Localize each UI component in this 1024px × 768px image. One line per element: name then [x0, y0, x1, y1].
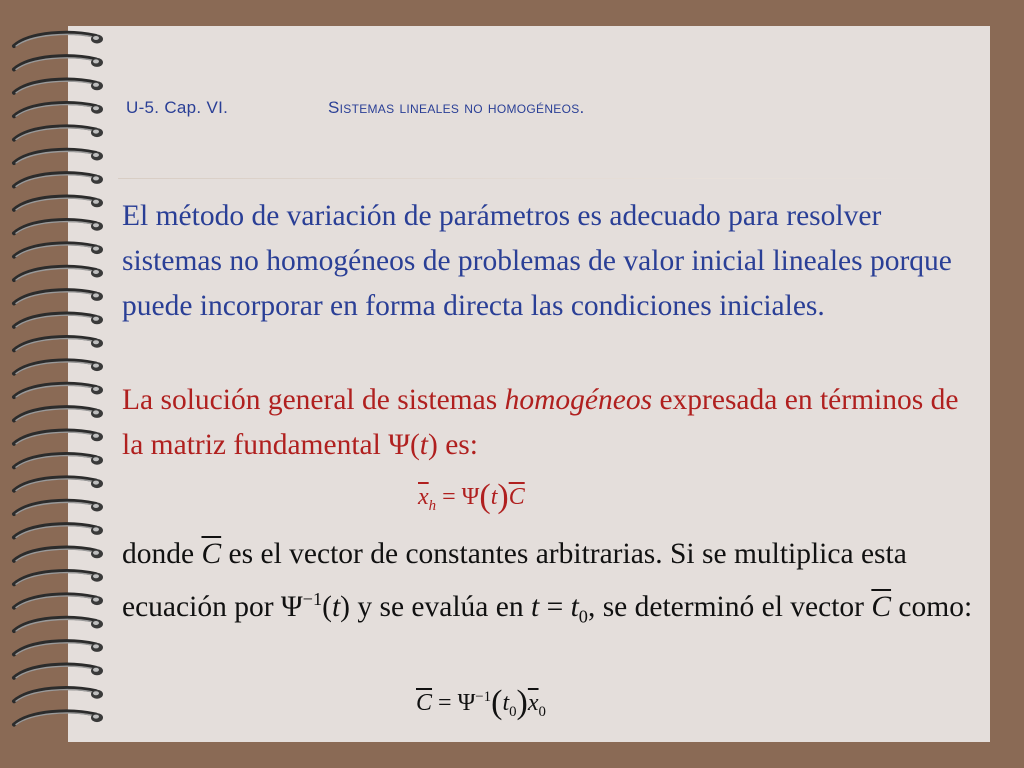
- equation-homogeneous-solution: $\overline{x}_h = \Psi(t)\overline{C}$: [418, 478, 525, 515]
- paragraph-constant-vector: donde $\overline{C}$ es el vector de constantes arbitrarias. Si se multiplica esta ecuación por $\Psi^{-1}(t)$ y se evalúa en $t = t_0$, se determinó el vector $\overline{C}$ como:: [122, 538, 973, 627]
- header-title: Sistemas lineales no homogéneos.: [328, 98, 585, 117]
- header-chapter: U-5. Cap. VI.: [126, 98, 229, 117]
- header-divider: [118, 178, 973, 179]
- paragraph-method: El método de variación de parámetros es adecuado para resolver sistemas no homogéneos de problemas de valor inicial lineales porque puede incorporar en forma directa las condiciones iniciales.: [122, 200, 952, 322]
- equation-constant-vector: $\overline{C} = \Psi^{-1}(t_0)\overline{x}_0$: [416, 684, 546, 721]
- spiral-binding-icon: [0, 0, 110, 768]
- paragraph-general-solution: La solución general de sistemas homogéneos expresada en términos de la matriz fundamental Ψ(t) es:: [122, 384, 959, 461]
